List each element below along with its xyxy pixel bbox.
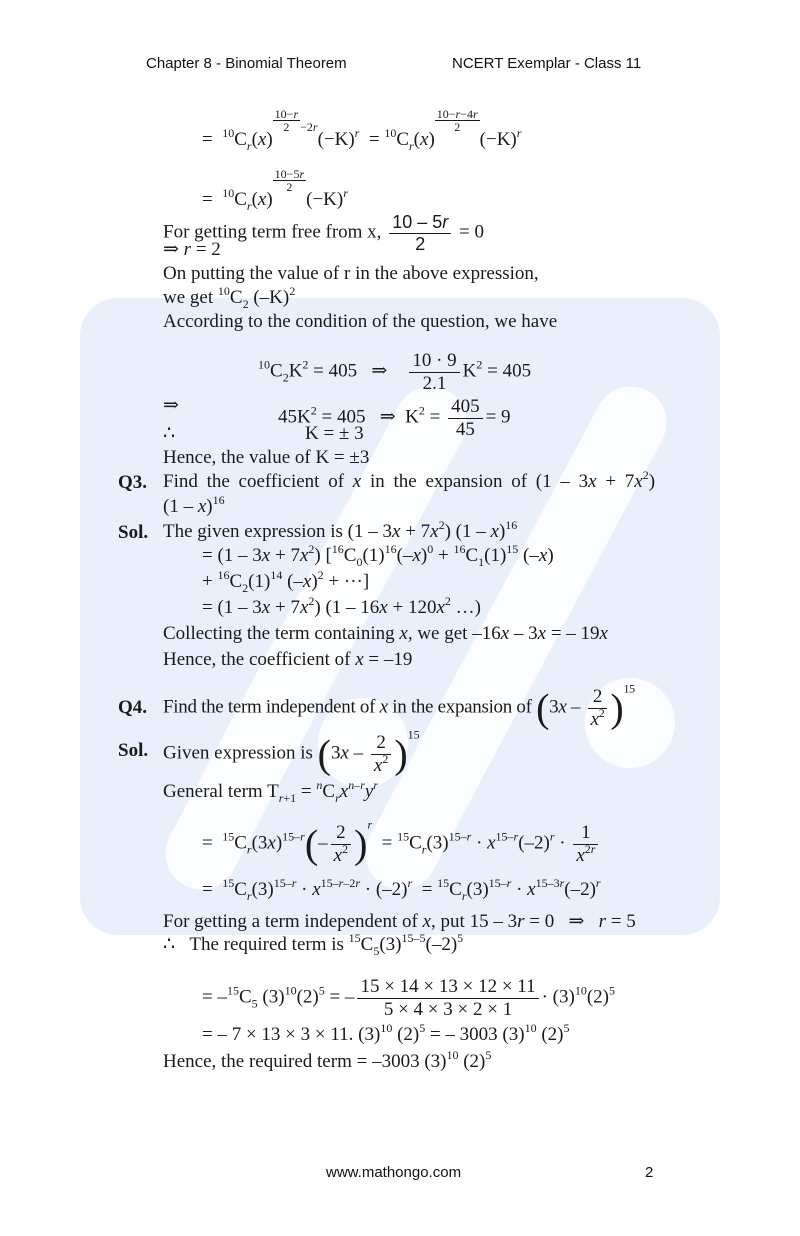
solution-q4-line-9: Hence, the required term = –3003 $(3)^{10}$ $(2)^5$ [163, 1048, 492, 1072]
equation-k-2: ⇒ [163, 395, 179, 416]
solution-q4-line-6: ∴ The required term is $^{15}C_5(3)^{15-5}(-2)^5$ [163, 931, 464, 958]
therefore-symbol: ∴ [163, 423, 176, 444]
solution-q3-line-2: = $(1 - 3x + 7x^2)$ [$^{16}C_0(1)^{16}(-x)^0 + ^{16}C_1(1)^{15}$ (–x) [202, 542, 554, 569]
solution-q4-line-5: For getting a term independent of x, put 15 – 3r = 0 ⇒ r = 5 [163, 911, 636, 932]
solution-q3-line-1: The given expression is $(1 - 3x + 7x^2)$ (1 – x)$^{16}$ [163, 518, 518, 542]
solution-label-q3: Sol. [118, 522, 149, 543]
footer-page-number: 2 [645, 1164, 654, 1181]
equation-k-1: $^{10}C_2K^2 = 405$ ⇒ $\frac{10 \cdot 9}{2.1}$ $K^2 = 405$ [258, 350, 532, 394]
question-label-q4: Q4. [118, 697, 148, 718]
we-get-line: we get $^{10}C_2$ $(-K)^2$ [163, 284, 296, 311]
question-text-q3: Find the coefficient of x in the expansion of $(1 - 3x + 7x^2)$ [163, 468, 656, 492]
equation-k-3: K = ± 3 [305, 423, 364, 444]
r-equals-2: ⇒ r = 2 [163, 239, 221, 260]
question-label-q3: Q3. [118, 472, 148, 493]
solution-q4-line-1: Given expression is (3x – $\frac{2}{x^2}$ )$^{15}$ [163, 727, 420, 777]
solution-q4-line-8: = – 7 × 13 × 3 × 11. $(3)^{10}$ $(2)^5$ = – 3003 $(3)^{10}$ $(2)^5$ [202, 1021, 570, 1045]
free-from-x-line: For getting term free from x, $\frac{10 - 5r}{2}$ = 0 [163, 212, 484, 254]
solution-q4-line-4: = $^{15}C_r(3)^{15-r} \cdot x^{15-r-2r} \cdot (-2)^r = ^{15}C_r(3)^{15-r} \cdot x^{15-3r}(-2)^r$ [202, 876, 601, 903]
header-book: NCERT Exemplar - Class 11 [452, 55, 642, 72]
solution-q4-line-3: = $^{15}C_r(3x)^{15-r}(-$ $\frac{2}{x^2}$ )$^r = ^{15}C_r(3)^{15-r} \cdot x^{15-r}(-2)^r$ · $\frac{1}{x^{2r}}$ [202, 822, 601, 867]
header-chapter: Chapter 8 - Binomial Theorem [146, 55, 347, 72]
solution-q3-line-4: = $(1 - 3x + 7x^2)$ ($1 - 16x + 120x^2$ …) [202, 594, 481, 618]
equation-line-1: = $^{10}C_r(x)$ $\frac{10-r}{2}$ $^{-2r}(-K)^r = ^{10}C_r(x)$ $\frac{10-r-4r}{2}$ $(-K)^r$ [202, 107, 522, 153]
hence-k-line: Hence, the value of K = ±3 [163, 447, 370, 468]
solution-q3-line-3: + $^{16}C_2(1)^{14}$ $(-x)^2$ + ···] [202, 568, 370, 595]
solution-q3-line-5: Collecting the term containing x, we get –16x – 3x = – 19x [163, 623, 608, 644]
question-text-q3-cont: (1 – x)$^{16}$ [163, 493, 225, 517]
putting-line: On putting the value of r in the above expression, [163, 263, 539, 284]
solution-q4-line-7: = $-^{15}C_5$ $(3)^{10}(2)^5$ = – $\frac{15 \times 14 \times 13 \times 12 \times 11}{5 \times 4 \times 3 \times 2 \times 1}$ · $(3)^{10}(2)^5$ [202, 976, 615, 1020]
question-text-q4: Find the term independent of x in the expansion of (3x – $\frac{2}{x^2}$ )$^{15}$ [163, 681, 635, 731]
condition-line: According to the condition of the question, we have [163, 311, 558, 332]
solution-label-q4: Sol. [118, 740, 149, 761]
equation-line-2: = $^{10}C_r(x)$ $\frac{10-5r}{2}$ $(-K)^r$ [202, 167, 348, 213]
equation-k-2b: $45K^2 = 405$ ⇒ $K^2$ = $\frac{405}{45}$ = 9 [278, 396, 511, 440]
footer-website-link[interactable]: www.mathongo.com [326, 1164, 462, 1181]
solution-q4-line-2: General term $T_{r+1} = ^nC_rx^{n-r}y^r$ [163, 778, 378, 805]
solution-q3-line-6: Hence, the coefficient of x = –19 [163, 649, 413, 670]
